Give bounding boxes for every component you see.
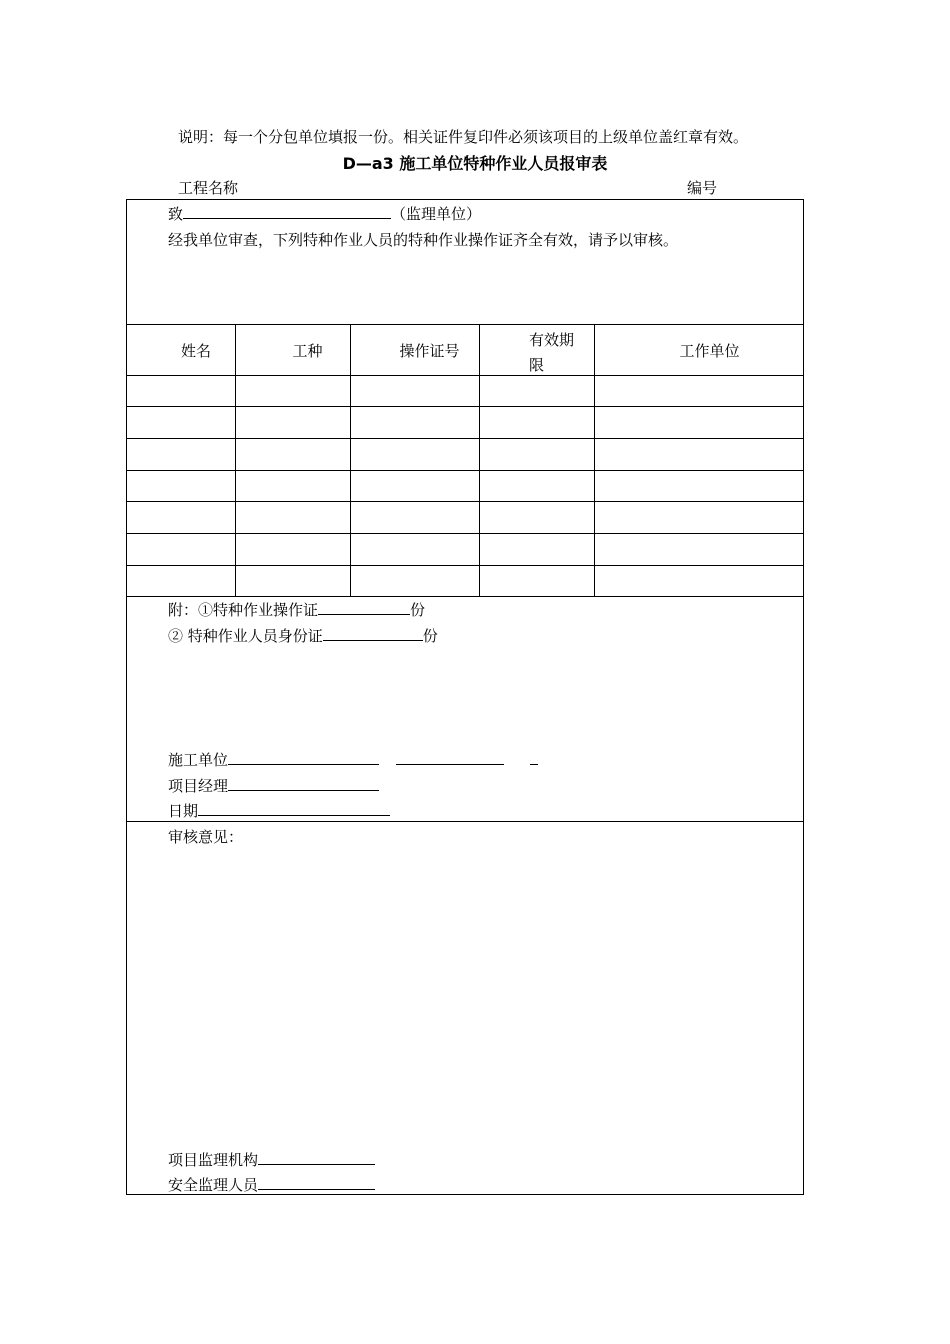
row-divider <box>127 406 803 407</box>
col-divider <box>479 324 480 596</box>
safety-supervisor-blank[interactable] <box>258 1175 375 1190</box>
statement-text: 经我单位审查，下列特种作业人员的特种作业操作证齐全有效，请予以审核。 <box>168 231 679 249</box>
table-cell[interactable] <box>129 472 233 499</box>
review-opinion-label: 审核意见： <box>168 828 244 846</box>
project-manager-label: 项目经理 <box>168 777 229 795</box>
construction-unit-blank[interactable] <box>228 750 379 765</box>
review-divider <box>127 821 803 822</box>
construction-unit-line <box>168 749 538 770</box>
table-cell[interactable] <box>481 567 592 594</box>
table-cell[interactable] <box>129 567 233 594</box>
table-cell[interactable] <box>237 567 348 594</box>
safety-supervisor-line <box>168 1174 375 1195</box>
table-cell[interactable] <box>481 503 592 531</box>
table-cell[interactable] <box>237 535 348 563</box>
attachment-1-prefix: 附：①特种作业操作证 <box>168 601 319 619</box>
table-cell[interactable] <box>596 440 803 468</box>
table-header-divider <box>127 375 803 376</box>
attachment-item-2 <box>168 625 438 646</box>
col-divider <box>594 324 595 596</box>
supervision-agency-label: 项目监理机构 <box>168 1151 259 1169</box>
date-label: 日期 <box>168 802 199 820</box>
table-cell[interactable] <box>481 408 592 436</box>
table-cell[interactable] <box>481 472 592 499</box>
table-cell[interactable] <box>352 377 477 404</box>
header-trade: 工种 <box>292 342 323 360</box>
table-bottom-divider <box>127 596 803 597</box>
table-cell[interactable] <box>596 377 803 404</box>
header-validity <box>529 328 589 378</box>
attachment-1-suffix: 份 <box>410 601 426 619</box>
table-cell[interactable] <box>129 503 233 531</box>
project-manager-line <box>168 775 379 796</box>
table-cell[interactable] <box>481 440 592 468</box>
table-cell[interactable] <box>129 440 233 468</box>
construction-unit-blank-3[interactable] <box>530 750 538 765</box>
table-cell[interactable] <box>596 472 803 499</box>
table-cell[interactable] <box>352 472 477 499</box>
supervision-agency-line <box>168 1149 375 1170</box>
table-cell[interactable] <box>352 503 477 531</box>
supervision-agency-blank[interactable] <box>258 1150 375 1165</box>
instruction-note: 说明：每一个分包单位填报一份。相关证件复印件必须该项目的上级单位盖红章有效。 <box>178 128 749 146</box>
attachment-2-count-blank[interactable] <box>323 626 423 641</box>
table-cell[interactable] <box>596 535 803 563</box>
header-name: 姓名 <box>181 342 212 360</box>
table-cell[interactable] <box>129 408 233 436</box>
row-divider <box>127 565 803 566</box>
number-label: 编号 <box>687 179 718 197</box>
header-cert-number-text: 操作证号 <box>399 342 460 360</box>
row-divider <box>127 501 803 502</box>
table-cell[interactable] <box>237 377 348 404</box>
table-cell[interactable] <box>596 503 803 531</box>
project-name-label: 工程名称 <box>178 179 239 197</box>
row-divider <box>127 533 803 534</box>
attachment-item-1 <box>168 599 425 620</box>
table-cell[interactable] <box>237 440 348 468</box>
addressee-line <box>168 203 481 224</box>
to-prefix: 致 <box>168 205 184 223</box>
col-divider <box>235 324 236 596</box>
divider-top-table <box>127 324 803 325</box>
supervisor-unit-blank[interactable] <box>183 204 391 219</box>
header-cert-number <box>350 340 479 361</box>
construction-unit-label: 施工单位 <box>168 751 229 769</box>
table-cell[interactable] <box>481 535 592 563</box>
attachment-2-suffix: 份 <box>422 627 438 645</box>
table-cell[interactable] <box>129 535 233 563</box>
table-cell[interactable] <box>237 503 348 531</box>
col-divider <box>350 324 351 596</box>
header-validity-line1: 有效期 <box>529 331 575 349</box>
to-suffix: （监理单位） <box>391 205 482 223</box>
table-cell[interactable] <box>481 377 592 404</box>
attachment-2-prefix: ② 特种作业人员身份证 <box>168 627 323 645</box>
construction-unit-blank-2[interactable] <box>396 750 504 765</box>
date-line <box>168 800 390 821</box>
form-table <box>126 199 804 1195</box>
table-cell[interactable] <box>596 567 803 594</box>
table-cell[interactable] <box>596 408 803 436</box>
table-cell[interactable] <box>352 440 477 468</box>
date-blank[interactable] <box>198 801 390 816</box>
header-work-unit: 工作单位 <box>679 342 740 360</box>
attachment-1-count-blank[interactable] <box>318 600 410 615</box>
form-title: D—a3 施工单位特种作业人员报审表 <box>342 154 608 173</box>
row-divider <box>127 438 803 439</box>
row-divider <box>127 470 803 471</box>
header-validity-line2: 限 <box>529 356 545 374</box>
table-cell[interactable] <box>352 567 477 594</box>
safety-supervisor-label: 安全监理人员 <box>168 1176 259 1194</box>
table-cell[interactable] <box>237 472 348 499</box>
table-cell[interactable] <box>129 377 233 404</box>
table-cell[interactable] <box>352 408 477 436</box>
project-manager-blank[interactable] <box>228 776 379 791</box>
table-cell[interactable] <box>352 535 477 563</box>
table-cell[interactable] <box>237 408 348 436</box>
